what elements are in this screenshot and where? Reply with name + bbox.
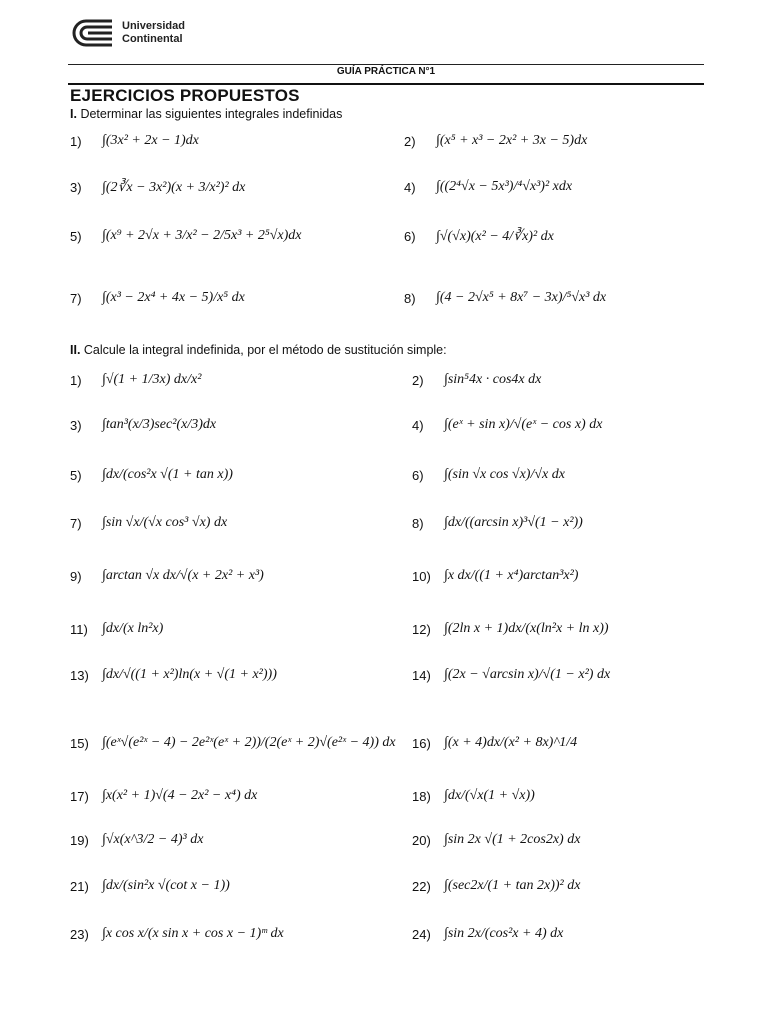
exercise-expression: ∫(x⁹ + 2√x + 3/x² − 2/5x³ + 2⁵√x)dx (102, 228, 302, 243)
exercise-expression: ∫arctan √x dx/√(x + 2x² + x³) (102, 568, 264, 583)
header-rule (68, 64, 704, 65)
exercise-item (70, 773, 257, 819)
exercise-expression: ∫(x⁵ + x³ − 2x² + 3x − 5)dx (436, 133, 588, 148)
university-name (122, 20, 185, 46)
exercise-item (70, 500, 227, 546)
document-header (68, 14, 708, 54)
exercise-number: 7) (70, 290, 82, 306)
exercise-number: 3) (70, 179, 82, 195)
exercise-expression: ∫(x + 4)dx/(x² + 8x)^1/4 (444, 735, 578, 750)
exercise-expression: ∫sin 2x/(cos²x + 4) dx (444, 926, 564, 941)
exercise-number: 14) (412, 667, 431, 683)
exercise-number: 4) (404, 179, 416, 195)
exercise-number: 1) (70, 133, 82, 149)
exercise-expression: ∫x(x² + 1)√(4 − 2x² − x⁴) dx (102, 788, 258, 803)
university-logo (72, 18, 116, 48)
exercise-number: 6) (412, 467, 424, 483)
exercise-item (70, 213, 302, 259)
exercise-expression: ∫sin⁵4x · cos4x dx (444, 372, 542, 387)
exercise-number: 3) (70, 417, 82, 433)
exercise-number: 12) (412, 621, 431, 637)
exercise-expression: ∫tan³(x/3)sec²(x/3)dx (102, 417, 217, 432)
exercise-expression: ∫x cos x/(x sin x + cos x − 1)ᵐ dx (102, 926, 284, 941)
exercise-number: 5) (70, 467, 82, 483)
exercise-item (404, 213, 554, 259)
exercise-expression: ∫dx/(√x(1 + √x)) (444, 788, 535, 803)
exercise-expression: ∫(sin √x cos √x)/√x dx (444, 467, 565, 482)
university-name-line1: Universidad (122, 20, 185, 32)
section1-roman: I. (70, 107, 77, 121)
exercise-expression: ∫dx/(x ln²x) (102, 621, 164, 636)
section1-text: Determinar las siguientes integrales indefinidas (80, 107, 343, 121)
exercise-expression: ∫(x³ − 2x⁴ + 4x − 5)/x⁵ dx (102, 290, 245, 305)
exercise-expression: ∫sin 2x √(1 + 2cos2x) dx (444, 832, 581, 847)
exercise-number: 10) (412, 568, 431, 584)
guide-title: GUÍA PRÁCTICA N°1 (336, 66, 436, 77)
exercise-number: 16) (412, 735, 431, 751)
exercise-number: 11) (70, 621, 88, 637)
exercise-expression: ∫(eˣ + sin x)/√(eˣ − cos x) dx (444, 417, 603, 432)
exercise-expression: ∫x dx/((1 + x⁴)arctan³x²) (444, 568, 579, 583)
exercise-expression: ∫dx/√((1 + x²)ln(x + √(1 + x²))) (102, 667, 277, 682)
exercise-expression: ∫dx/((arcsin x)³√(1 − x²)) (444, 515, 583, 530)
exercise-number: 8) (404, 290, 416, 306)
exercise-item (70, 863, 230, 909)
exercise-item (404, 275, 606, 321)
exercise-number: 4) (412, 417, 424, 433)
exercise-number: 2) (404, 133, 416, 149)
section2-roman: II. (70, 343, 81, 357)
exercise-number: 22) (412, 878, 431, 894)
exercise-number: 23) (70, 926, 89, 942)
exercise-item (412, 553, 578, 599)
exercise-expression: ∫(4 − 2√x⁵ + 8x⁷ − 3x)/⁵√x³ dx (436, 290, 607, 305)
exercise-item (412, 500, 583, 546)
exercise-expression: ∫((2⁴√x − 5x³)/⁴√x³)² xdx (436, 179, 573, 194)
exercise-expression: ∫dx/(sin²x √(cot x − 1)) (102, 878, 230, 893)
exercise-number: 7) (70, 515, 82, 531)
exercise-number: 18) (412, 788, 431, 804)
exercise-expression: ∫(eˣ√(e²ˣ − 4) − 2e²ˣ(eˣ + 2))/(2(eˣ + 2)√(e²ˣ − 4)) dx (102, 735, 396, 750)
exercise-expression: ∫√x(x^3/2 − 4)³ dx (102, 832, 204, 847)
exercise-number: 15) (70, 735, 89, 751)
exercise-item (70, 357, 201, 403)
exercise-item (412, 402, 602, 448)
exercise-number: 24) (412, 926, 431, 942)
exercise-item (412, 452, 565, 498)
exercise-item (412, 773, 535, 819)
exercise-number: 20) (412, 832, 431, 848)
exercise-number: 8) (412, 515, 424, 531)
exercise-number: 9) (70, 568, 82, 584)
university-name-line2: Continental (122, 33, 183, 45)
exercise-item (412, 863, 580, 909)
exercise-item (70, 452, 233, 498)
exercise-expression: ∫(2∛x − 3x²)(x + 3/x²)² dx (102, 179, 246, 195)
exercise-number: 21) (70, 878, 89, 894)
exercise-item (70, 118, 199, 164)
exercise-item (70, 275, 245, 321)
exercise-number: 6) (404, 228, 416, 244)
exercise-number: 13) (70, 667, 89, 683)
exercise-item (70, 720, 396, 766)
exercise-item (404, 164, 572, 210)
exercise-number: 5) (70, 228, 82, 244)
exercise-item (412, 652, 610, 698)
exercise-item (412, 911, 563, 957)
exercise-expression: ∫√(√x)(x² − 4/∛x)² dx (436, 228, 554, 244)
section2-instruction (70, 343, 447, 357)
exercise-item (412, 817, 580, 863)
page-title: EJERCICIOS PROPUESTOS (70, 86, 300, 105)
exercise-item (412, 357, 541, 403)
exercise-expression: ∫√(1 + 1/3x) dx/x² (102, 372, 202, 387)
exercise-expression: ∫dx/(cos²x √(1 + tan x)) (102, 467, 233, 482)
exercise-expression: ∫(2x − √arcsin x)/√(1 − x²) dx (444, 667, 611, 682)
exercise-number: 17) (70, 788, 89, 804)
exercise-item (70, 553, 264, 599)
title-rule (68, 83, 704, 85)
exercise-item (70, 817, 203, 863)
exercise-expression: ∫(2ln x + 1)dx/(x(ln²x + ln x)) (444, 621, 609, 636)
exercise-number: 1) (70, 372, 82, 388)
exercise-number: 2) (412, 372, 424, 388)
exercise-item (412, 606, 609, 652)
exercise-expression: ∫(sec2x/(1 + tan 2x))² dx (444, 878, 581, 893)
exercise-number: 19) (70, 832, 89, 848)
exercise-item (412, 720, 577, 766)
exercise-item (70, 652, 277, 698)
exercise-item (70, 164, 245, 210)
exercise-item (70, 606, 163, 652)
exercise-expression: ∫sin √x/(√x cos³ √x) dx (102, 515, 228, 530)
section2-text: Calcule la integral indefinida, por el método de sustitución simple: (83, 343, 447, 357)
exercise-expression: ∫(3x² + 2x − 1)dx (102, 133, 199, 148)
exercise-item (404, 118, 587, 164)
exercise-item (70, 911, 284, 957)
exercise-item (70, 402, 216, 448)
